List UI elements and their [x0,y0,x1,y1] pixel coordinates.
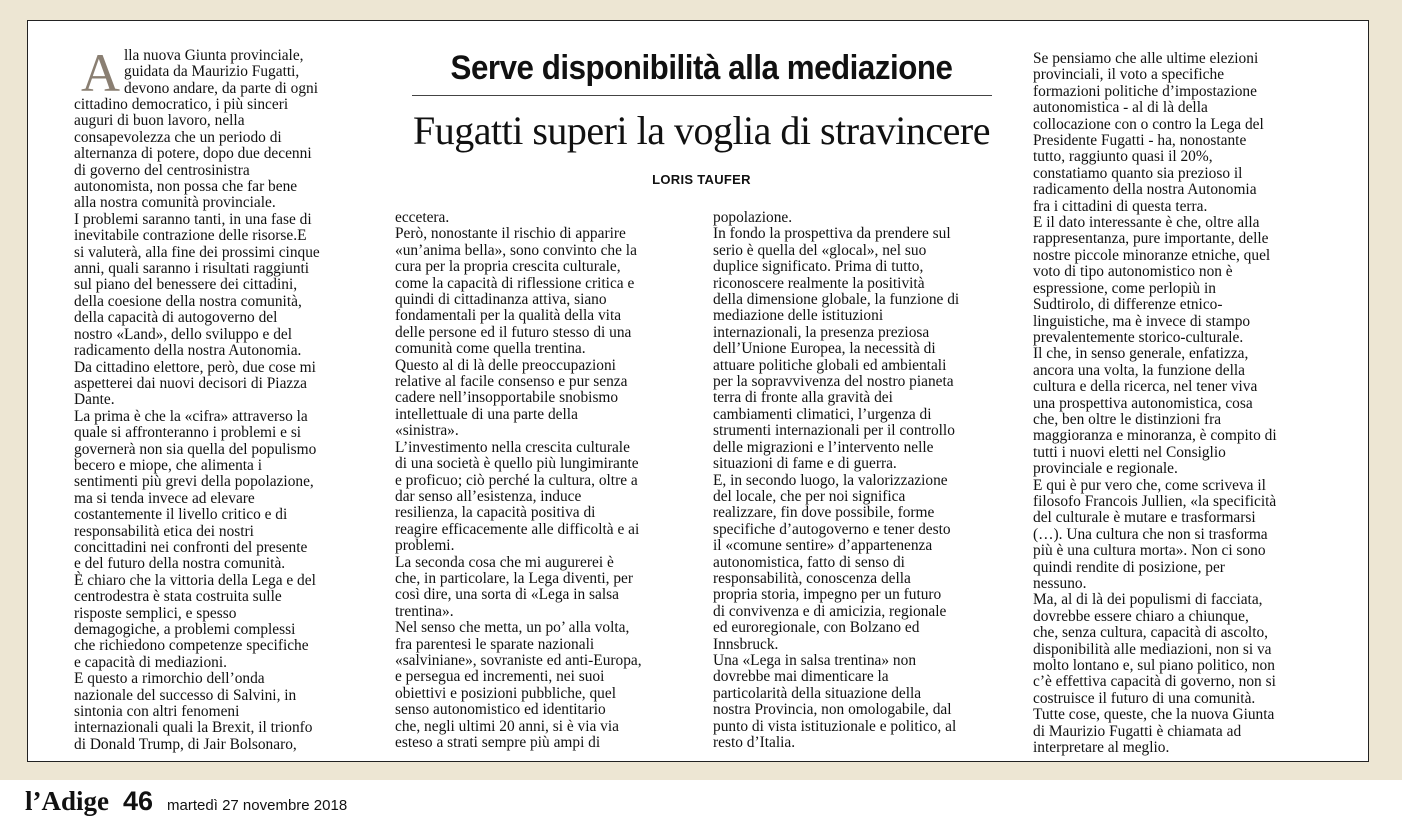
article-byline: LORIS TAUFER [652,172,751,187]
article-column-2: eccetera. Però, nonostante il rischio di apparire «un’anima bella», sono convinto che la cura per la propria crescita culturale, come la capacità di riflessione critica e quindi di cittadinanza attiva, siano fondamentali per la qualità della vita delle persone ed il futuro stesso di una comunità come quella trentina. Questo al di là delle preoccupazioni relative al facile consenso e pur senza cadere nell’insopportabile snobismo intellettuale di una parte della «sinistra». L’investimento nella crescita culturale di una società è quello più lungimirante e proficuo; ciò perché la cultura, oltre a dar senso all’esistenza, induce resilienza, la capacità positiva di reagire efficacemente alle difficoltà e ai problemi. La seconda cosa che mi augurerei è che, in particolare, la Lega diventi, per così dire, una sorta di «Lega in salsa trentina». Nel senso che metta, un po’ alla volta, fra parentesi le sparate nazionali «salviniane», sovraniste ed anti-Europa, e persegua ed incrementi, nei suoi obiettivi e posizioni pubbliche, quel senso autonomistico ed identitario che, negli ultimi 20 anni, si è via via esteso a strati sempre più ampi di [395,209,642,751]
title-divider [412,95,992,96]
article-column-4: Se pensiamo che alle ultime elezioni provinciali, il voto a specifiche formazioni politiche d’impostazione autonomistica - al di là della collocazione con o contro la Lega del Presidente Fugatti - ha, nonostante tutto, raggiunto quasi il 20%, constatiamo quanto sia prezioso il radicamento della nostra Autonomia fra i cittadini di questa terra. E il dato interessante è che, oltre alla rappresentanza, pure importante, delle nostre piccole minoranze etniche, quel voto di tipo autonomistico non è espressione, come perlopiù in Sudtirolo, di differenze etnico- linguistiche, ma è invece di stampo prevalentemente storico-culturale. Il che, in senso generale, enfatizza, ancora una volta, la funzione della cultura e della ricerca, nel tener viva una prospettiva autonomistica, cosa che, ben oltre le distinzioni fra maggioranza e minoranza, è compito di tutti i nuovi eletti nel Consiglio provinciale e regionale. E qui è pur vero che, come scriveva il filosofo Francois Jullien, «la specificità del culturale è mutare e trasformarsi (…). Una cultura che non si trasforma più è una cultura morta». Non ci sono quindi rendite di posizione, per nessuno. Ma, al di là dei populismi di facciata, dovrebbe essere chiaro a chiunque, che, senza cultura, capacità di ascolto, disponibilità alle mediazioni, non si va molto lontano e, sul piano politico, non c’è effettiva capacità di governo, non si costruisce il futuro di una comunità. Tutte cose, queste, che la nuova Giunta di Maurizio Fugatti è chiamata ad interpretare al meglio. [1033,50,1277,757]
article-headline: Fugatti superi la voglia di stravincere [412,108,990,153]
article-column-1: cittadino democratico, i più sinceri auguri di buon lavoro, nella consapevolezza che un periodo di alternanza di potere, dopo due decenni di governo del centrosinistra autonomista, non possa che far bene alla nostra comunità provinciale. I problemi saranno tanti, in una fase di inevitabile contrazione delle risorse.E si valuterà, alla fine dei prossimi cinque anni, quali saranno i risultati raggiunti sul piano del benessere dei cittadini, della coesione della nostra comunità, della capacità di autogoverno del nostro «Land», dello sviluppo e del radicamento della nostra Autonomia. Da cittadino elettore, però, due cose mi aspetterei dai nuovi decisori di Piazza Dante. La prima è che la «cifra» attraverso la quale si affronteranno i problemi e si governerà non sia quella del populismo becero e miope, che alimenta i sentimenti più grevi della popolazione, ma si tenda invece ad elevare costantemente il livello critico e di responsabilità etica dei nostri concittadini nei confronti del presente e del futuro della nostra comunità. È chiaro che la vittoria della Lega e del centrodestra è stata costruita sulle risposte semplici, e spesso demagogiche, a problemi complessi che richiedono competenze specifiche e capacità di mediazioni. E questo a rimorchio dell’onda nazionale del successo di Salvini, in sintonia con altri fenomeni internazionali quali la Brexit, il trionfo di Donald Trump, di Jair Bolsonaro, [74,96,320,753]
article-column-3: popolazione. In fondo la prospettiva da prendere sul serio è quella del «glocal», nel suo duplice significato. Prima di tutto, riconoscere realmente la positività della dimensione globale, la funzione di mediazione delle istituzioni internazionali, la presenza preziosa dell’Unione Europea, la necessità di attuare politiche globali ed ambientali per la sopravvivenza del nostro pianeta terra di fronte alla gravità dei cambiamenti climatici, l’urgenza di strumenti internazionali per il controllo delle migrazioni e l’intervento nelle situazioni di fame e di guerra. E, in secondo luogo, la valorizzazione del locale, che per noi significa realizzare, fin dove possibile, forme specifiche d’autogoverno e tener desto il «comune sentire» d’appartenenza autonomistica, fatto di senso di responsabilità, conoscenza della propria storia, impegno per un futuro di convivenza e di amicizia, regionale ed euroregionale, con Bolzano ed Innsbruck. Una «Lega in salsa trentina» non dovrebbe mai dimenticare la particolarità della situazione della nostra Provincia, non omologabile, dal punto di vista istituzionale e politico, al resto d’Italia. [713,209,960,751]
page-footer [25,786,347,820]
newspaper-logo: l’Adige [25,786,109,816]
publication-date: martedì 27 novembre 2018 [167,797,348,814]
drop-cap: A [81,43,120,103]
article-lead-text: lla nuova Giunta provinciale, guidata da Maurizio Fugatti, devono andare, da parte di ogni [124,47,319,97]
article-kicker: Serve disponibilità alla mediazione [450,49,953,87]
page-number: 46 [123,786,154,816]
